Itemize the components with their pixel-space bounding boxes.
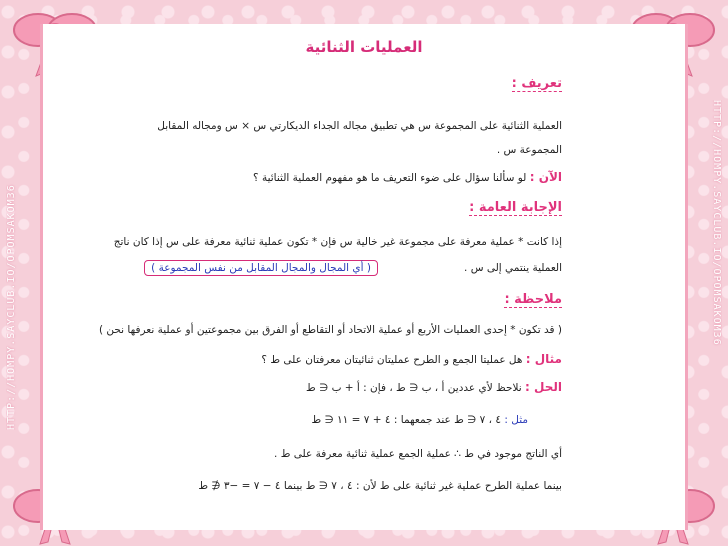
general-answer-line-2: العملية ينتمي إلى س . <box>464 262 562 274</box>
solution-label: الحل : <box>525 380 562 394</box>
general-answer-heading: الإجابة العامة : <box>469 200 562 215</box>
general-answer-line-1: إذا كانت * عملية معرفة على مجموعة غير خالية س فإن * تكون عملية ثنائية معرفة على س إذا كان ناتج <box>113 236 562 248</box>
definition-line-2: المجموعة س . <box>496 144 562 156</box>
slide-title: العمليات الثنائية <box>305 38 423 56</box>
now-label: الآن : <box>529 170 562 184</box>
now-row <box>62 170 562 184</box>
definition-line-1: العملية الثنائية على المجموعة س هي تطبيق مجاله الجداء الديكارتي س × س ومجاله المقابل <box>157 120 562 132</box>
conclusion-line: أي الناتج موجود في ط ∴ عملية الجمع عملية ثنائية معرفة على ط . <box>274 448 562 460</box>
now-question: لو سألنا سؤال على ضوء التعريف ما هو مفهوم العملية الثنائية ؟ <box>253 172 527 184</box>
example-text: هل عمليتا الجمع و الطرح عمليتان ثنائيتان معرفتان على ط ؟ <box>261 354 523 366</box>
solution-row <box>62 380 562 394</box>
general-answer-box: ( أي المجال والمجال المقابل من نفس المجموعة ) <box>144 260 378 276</box>
side-watermark-right: HTTP://HOMPY.SAYCLUB.IO/OPOMSAKOM36 <box>711 100 722 346</box>
definition-heading: تعريف : <box>511 76 562 91</box>
sub-example-text: ٤ ، ٧ ∈ ط عند جمعهما : ٤ + ٧ = ١١ ∈ ط <box>311 414 502 426</box>
solution-text: نلاحظ لأي عددين أ ، ب ∈ ط ، فإن : أ + ب ∈ ط <box>306 382 522 394</box>
example-row <box>62 352 562 366</box>
example-label: مثال : <box>525 352 562 366</box>
subtraction-line: بينما عملية الطرح عملية غير ثنائية على ط لأن : ٤ ، ٧ ∈ ط بينما ٤ − ٧ = −٣ ∉ ط <box>198 480 562 492</box>
side-watermark-left: HTTP://HOMPY.SAYCLUB.IO/OPOMSAKOM36 <box>6 184 17 430</box>
sub-example-row <box>228 414 528 426</box>
note-heading: ملاحظة : <box>504 292 562 307</box>
note-line: ( قد تكون * إحدى العمليات الأربع أو عملية الاتحاد أو التقاطع أو الفرق بين مجموعتين أو عملية نعرفها نحن ) <box>98 324 562 336</box>
sub-example-label: مثل : <box>504 414 528 426</box>
